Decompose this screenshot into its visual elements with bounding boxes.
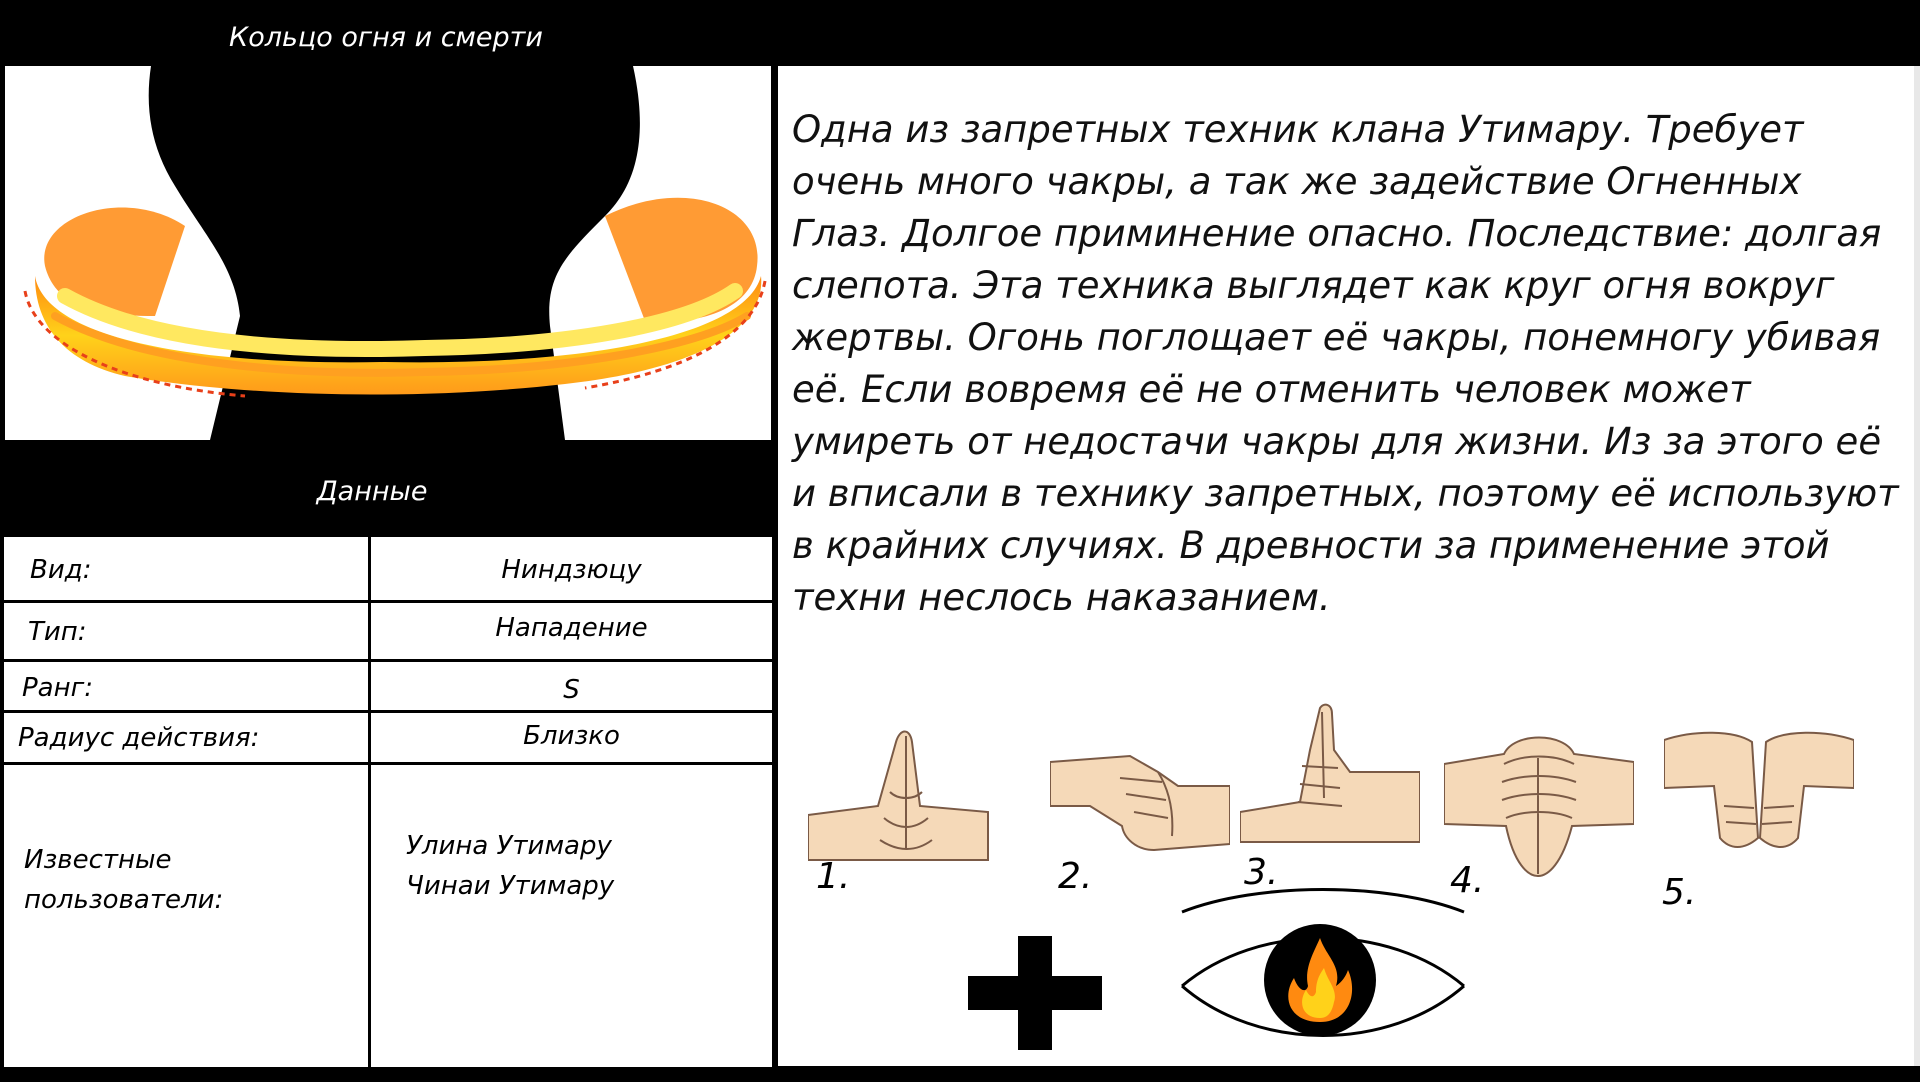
fire-eye-icon — [1178, 882, 1468, 1082]
hand-sign-3-icon — [1240, 702, 1420, 852]
row-label-kind: Тип: — [28, 617, 87, 647]
technique-title: Кольцо огня и смерти — [229, 22, 543, 53]
row-value-range: Близко — [523, 721, 620, 751]
hand-sign-number: 2. — [1058, 856, 1093, 897]
row-value-kind: Нападение — [495, 613, 648, 643]
row-label-type: Вид: — [30, 555, 92, 585]
hand-sign-1-icon — [808, 720, 1023, 868]
description-panel — [778, 66, 1914, 1066]
technique-description: Одна из запретных техник клана Утимару. Требует очень много чакры, а так же задействие Огненных Глаз. Долгое приминение опасно. Последствие: долгая слепота. Эта техника выглядет как круг огня вокруг жертвы. Огонь поглощает её чакры, понемногу убивая её. Если вовремя её не отменить человек может умиреть от недостачи чакры для жизни. Из за этого её и вписали в технику запретных, поэтому её используют в крайних случиях. В древности за применение этой техни неслось наказанием. — [792, 108, 1899, 619]
scrollbar-track[interactable] — [1914, 66, 1920, 1066]
hand-sign-5-icon — [1664, 726, 1854, 856]
row-label-range: Радиус действия: — [18, 723, 260, 753]
hand-sign-number: 1. — [816, 856, 851, 897]
users-label-line2: пользователи: — [24, 885, 224, 915]
technique-artwork — [5, 66, 771, 440]
table-row-divider — [4, 600, 772, 603]
hand-sign-number: 3. — [1244, 852, 1279, 893]
row-value-type: Ниндзюцу — [501, 555, 642, 585]
table-row-divider — [4, 762, 772, 765]
hand-sign-2-icon — [1050, 746, 1230, 862]
known-user: Улина Утимару — [406, 831, 612, 861]
known-user: Чинаи Утимару — [406, 871, 615, 901]
fire-ring-illustration — [5, 66, 771, 440]
table-row-divider — [4, 710, 772, 713]
hand-sign-number: 4. — [1450, 860, 1485, 901]
data-heading: Данные — [316, 476, 428, 507]
hand-sign-number: 5. — [1662, 872, 1697, 913]
plus-icon — [968, 936, 1102, 1050]
technique-data-table — [4, 537, 772, 1067]
row-label-rank: Ранг: — [22, 673, 94, 703]
users-label-line1: Известные — [24, 845, 172, 875]
table-row-divider — [4, 659, 772, 662]
row-value-rank: S — [563, 675, 580, 705]
